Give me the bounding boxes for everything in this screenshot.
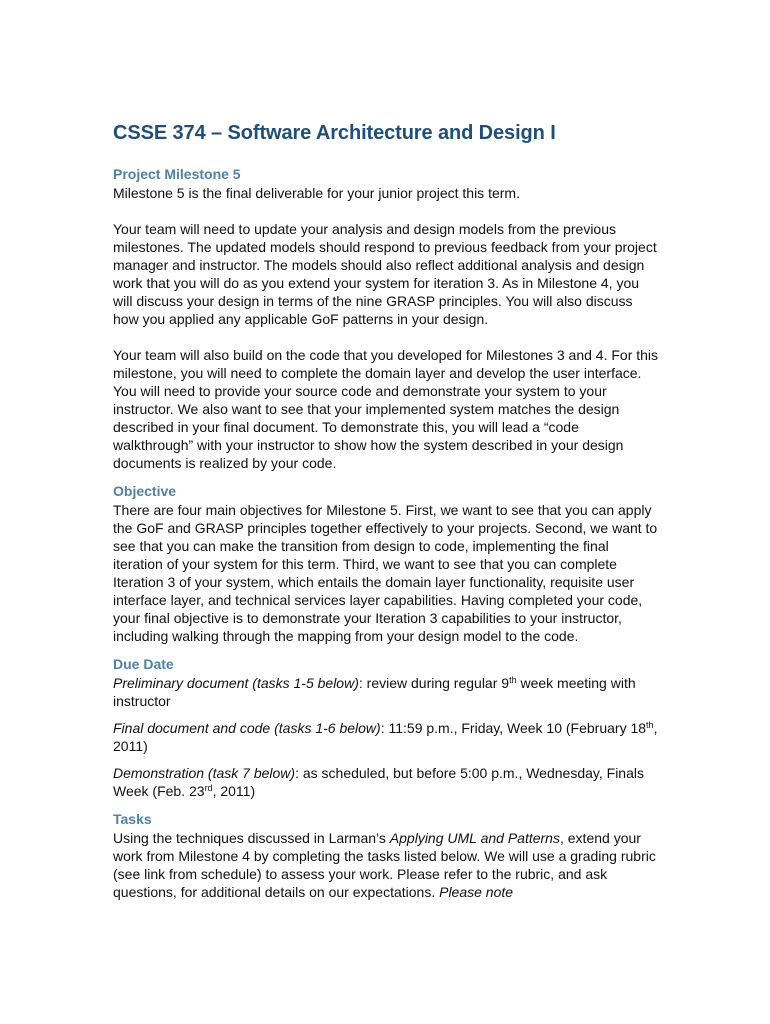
milestone-paragraph-1: Your team will need to update your analysis and design models from the previous milestones. The updated models should respond to previous feedback from your project manager and instructor. The models should also reflect additional analysis and design work that you will do as you extend your system for iteration 3. As in Milestone 4, you will discuss your design in terms of the nine GRASP principles. You will also discuss how you applied any applicable GoF patterns in your design.	[113, 221, 657, 327]
due-final-sup: th	[646, 720, 654, 730]
due-final-text-b: , 2011)	[113, 720, 658, 754]
milestone-intro: Milestone 5 is the final deliverable for your junior project this term.	[113, 185, 520, 201]
due-preliminary-sup: th	[509, 675, 517, 685]
tasks-book-title: Applying UML and Patterns	[389, 830, 560, 846]
document-title: CSSE 374 – Software Architecture and Design I	[113, 122, 556, 144]
due-preliminary-text-a: : review during regular 9	[358, 675, 510, 691]
due-date-heading: Due Date	[113, 656, 174, 672]
tasks-text-a: Using the techniques discussed in Larman’s	[113, 830, 390, 846]
due-demo-sup: rd	[204, 783, 213, 793]
due-preliminary-text-b: week meeting with instructor	[113, 675, 636, 709]
due-demo-text-a: : as scheduled, but before 5:00 p.m., Wednesday, Finals Week (Feb. 23	[113, 765, 644, 799]
due-final-text-a: : 11:59 p.m., Friday, Week 10 (February 18	[380, 720, 647, 736]
due-demonstration	[113, 764, 661, 800]
due-final-label: Final document and code (tasks 1-6 below)	[113, 720, 381, 736]
due-demo-text-b: , 2011)	[212, 783, 256, 799]
document-body	[113, 122, 661, 901]
objective-heading: Objective	[113, 483, 177, 499]
objective-paragraph: There are four main objectives for Milestone 5. First, we want to see that you can apply the GoF and GRASP principles together effectively to your projects. Second, we want to see that you can make the transition from design to code, implementing the final iteration of your system for this term. Third, we want to see that you can complete Iteration 3 of your system, which entails the domain layer functionality, requisite user interface layer, and technical services layer capabilities. Having completed your code, your final objective is to demonstrate your Iteration 3 capabilities to your instructor, including walking through the mapping from your design model to the code.	[113, 502, 658, 644]
tasks-paragraph	[113, 829, 661, 901]
due-preliminary-label: Preliminary document (tasks 1-5 below)	[113, 675, 359, 691]
due-preliminary	[113, 674, 661, 710]
tasks-heading: Tasks	[113, 811, 152, 827]
due-final	[113, 719, 661, 755]
milestone-heading: Project Milestone 5	[113, 166, 241, 182]
tasks-text-b: , extend your work from Milestone 4 by completing the tasks listed below. We will use a grading rubric (see link from schedule) to assess your work. Please refer to the rubric, and ask questions, for additional details on our expectations.	[113, 830, 656, 900]
milestone-paragraph-2: Your team will also build on the code that you developed for Milestones 3 and 4. For this milestone, you will need to complete the domain layer and develop the user interface. You will need to provide your source code and demonstrate your system to your instructor. We also want to see that your implemented system matches the design described in your final document. To demonstrate this, you will lead a “code walkthrough” with your instructor to show how the system described in your design documents is realized by your code.	[113, 347, 659, 471]
tasks-note: Please note	[439, 884, 514, 900]
due-demo-label: Demonstration (task 7 below)	[113, 765, 296, 781]
